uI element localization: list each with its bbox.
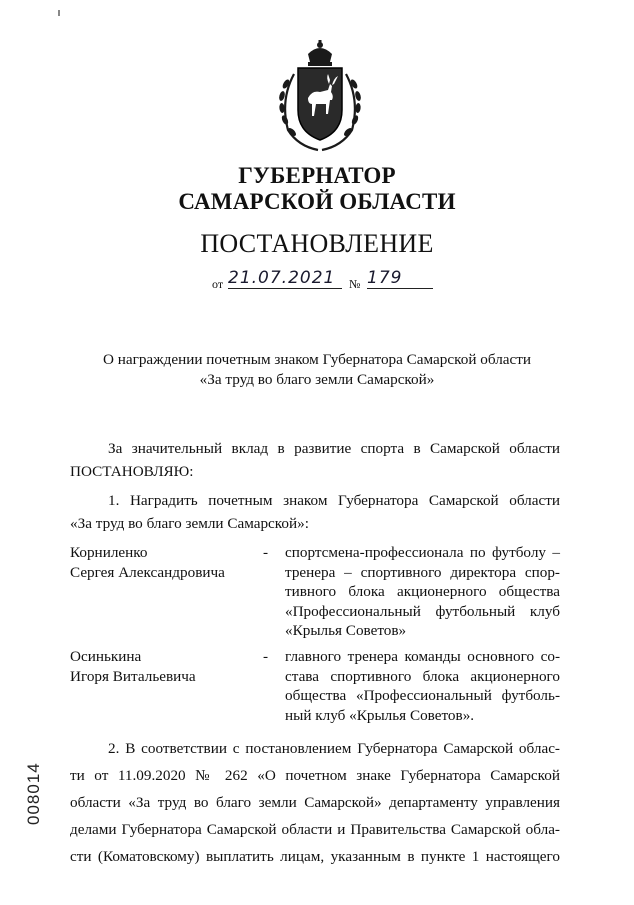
awardee-description-line: става спортивного блока акционерного: [285, 667, 560, 685]
awardee-description: [285, 647, 560, 725]
date-prefix: от: [212, 277, 224, 291]
awardee-description-line: тренера – спортивного директора спор-: [285, 563, 560, 581]
document-subject: [60, 350, 574, 390]
subject-line2: «За труд во благо земли Самарской»: [199, 371, 435, 388]
scan-mark: [58, 10, 60, 16]
item-2-line: области «За труд во благо земли Самарской» департаменту управления: [70, 794, 560, 811]
awardee-given-name: Игоря Витальевича: [70, 667, 196, 685]
awardee-description: [285, 543, 560, 641]
awardee-dash: -: [263, 648, 269, 665]
awardee-name: [70, 543, 260, 582]
awardee-description-line: спортсмена-профессионала по футболу –: [285, 544, 560, 561]
awardee-surname: Корниленко: [70, 544, 148, 561]
item-2-line: делами Губернатора Самарской области и Правительства Самарской обла-: [70, 821, 560, 838]
awardee-name: [70, 647, 260, 686]
coat-of-arms-icon: [268, 40, 372, 156]
number-prefix: №: [349, 277, 361, 291]
item-2-line: 2. В соответствии с постановлением Губернатора Самарской облас-: [108, 740, 560, 757]
issuer-title-line2: САМАРСКОЙ ОБЛАСТИ: [178, 189, 456, 214]
awardee-description-line: тивного блока акционерного общества: [285, 583, 560, 600]
awardee-description-line: ный клуб «Крылья Советов».: [285, 706, 475, 724]
item-2-line: сти (Коматовскому) выплатить лицам, указанным в пункте 1 настоящего: [70, 848, 560, 865]
document-date: 21.07.2021: [228, 268, 342, 289]
awardee-surname: Осинькина: [70, 648, 142, 665]
document-type-title: ПОСТАНОВЛЕНИЕ: [200, 229, 434, 258]
awardee-description-line: «Крылья Советов»: [285, 622, 407, 639]
awardee-description-line: «Профессиональный футбольный клуб: [285, 602, 560, 620]
document-number: 179: [367, 268, 433, 289]
item-2-paragraph: [70, 735, 560, 870]
item-1-paragraph: [70, 489, 560, 536]
registration-line: [212, 268, 432, 292]
awardee-description-line: главного тренера команды основного со-: [285, 648, 560, 665]
item-1-line1: 1. Наградить почетным знаком Губернатора Самарской области: [108, 492, 560, 509]
item-2-line: ти от 11.09.2020 № 262 «О почетном знаке Губернатора Самарской: [70, 767, 560, 784]
decree-keyword: ПОСТАНОВЛЯЮ:: [70, 463, 194, 481]
awardee-given-name: Сергея Александровича: [70, 563, 225, 581]
preamble-line1: За значительный вклад в развитие спорта в Самарской области: [108, 440, 560, 457]
awardee-description-line: общества «Профессиональный футболь-: [285, 687, 560, 704]
awardee-dash: -: [263, 544, 269, 561]
issuer-title-line1: ГУБЕРНАТОР: [238, 163, 396, 188]
item-1-line2: «За труд во благо земли Самарской»:: [70, 515, 309, 533]
subject-line1: О награждении почетным знаком Губернатора Самарской области: [102, 351, 532, 368]
preamble-paragraph: [70, 437, 560, 484]
serial-number: 008014: [24, 762, 43, 825]
